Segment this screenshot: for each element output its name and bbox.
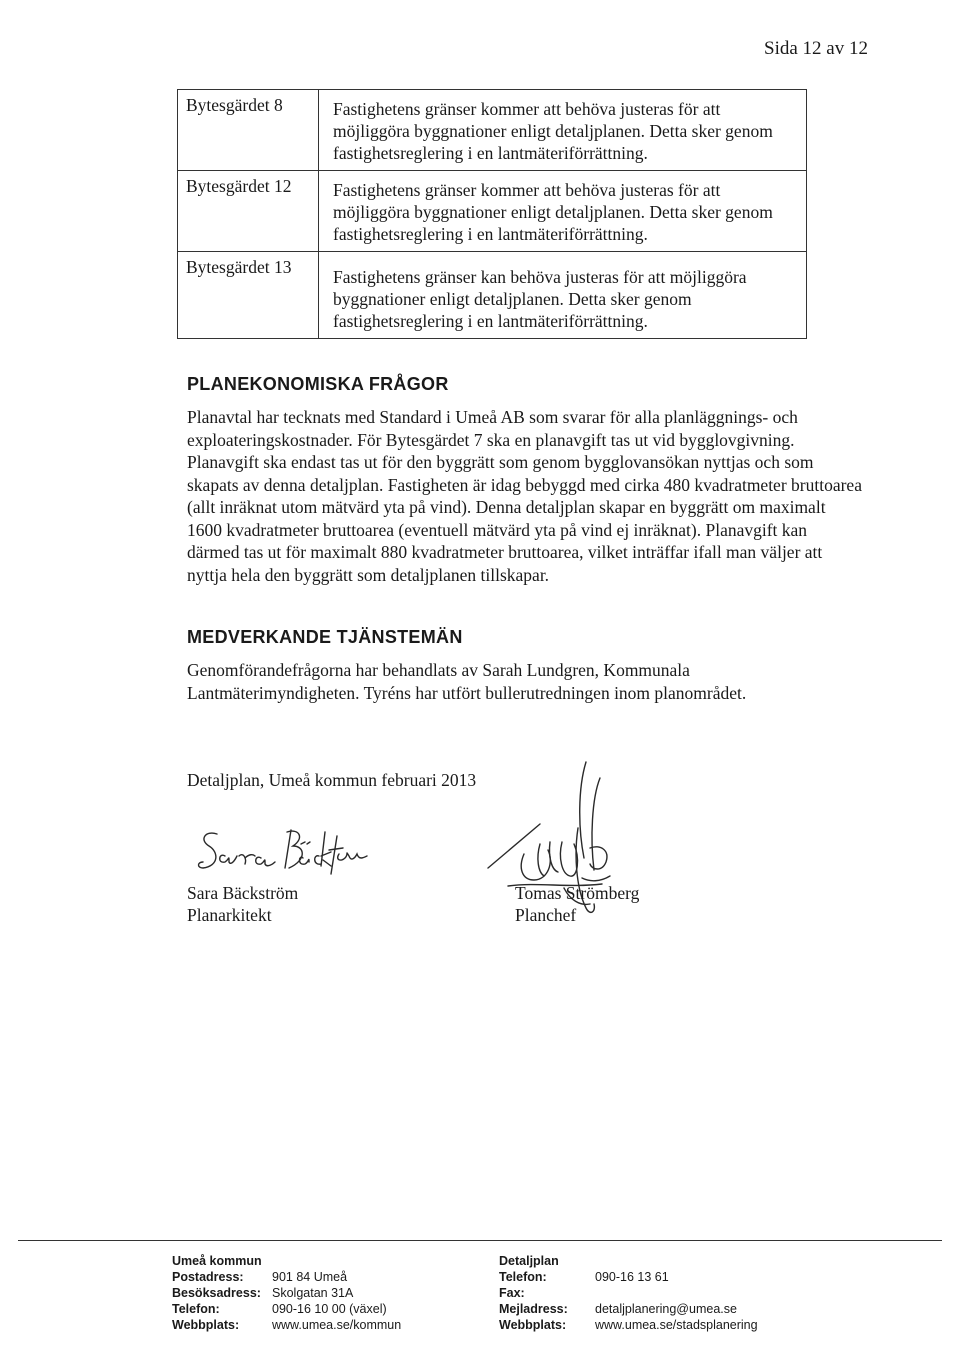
footer-row: Webbplats: www.umea.se/stadsplanering	[499, 1318, 758, 1332]
section-heading-medverkande: MEDVERKANDE TJÄNSTEMÄN	[187, 627, 463, 647]
footer-row: Fax:	[499, 1286, 525, 1300]
footer-divider	[18, 1240, 942, 1241]
parcel-description: Fastighetens gränser kan behöva justeras för att möjliggöra byggnationer enligt detaljplanen. Detta sker genom fastighetsreglering i en lantmäteriförrättning.	[333, 267, 747, 331]
parcel-table	[177, 89, 807, 339]
signer-name: Sara Bäckström	[187, 883, 299, 903]
page-number: Sida 12 av 12	[764, 38, 868, 59]
signature-block-right	[515, 882, 639, 926]
footer-row: Telefon: 090-16 10 00 (växel)	[172, 1302, 387, 1316]
footer-department	[499, 1253, 758, 1333]
parcel-name: Bytesgärdet 13	[178, 252, 319, 339]
signature-sara-backstrom	[195, 822, 375, 882]
footer-row: Telefon: 090-16 13 61	[499, 1270, 669, 1284]
signer-title: Planarkitekt	[187, 905, 272, 925]
medverkande-paragraph: Genomförandefrågorna har behandlats av Sarah Lundgren, Kommunala Lantmäterimyndigheten. Tyréns har utfört bullerutredningen inom planområdet.	[187, 660, 747, 703]
place-date-line: Detaljplan, Umeå kommun februari 2013	[187, 770, 477, 790]
table-row	[178, 252, 807, 339]
footer-row: Postadress: 901 84 Umeå	[172, 1270, 348, 1284]
parcel-description: Fastighetens gränser kommer att behöva justeras för att möjliggöra byggnationer enligt detaljplanen. Detta sker genom fastighetsreglering i en lantmäteriförrättning.	[333, 99, 773, 163]
footer-title: Umeå kommun	[172, 1254, 262, 1268]
parcel-description: Fastighetens gränser kommer att behöva justeras för att möjliggöra byggnationer enligt detaljplanen. Detta sker genom fastighetsreglering i en lantmäteriförrättning.	[333, 180, 773, 244]
footer-row: Webbplats: www.umea.se/kommun	[172, 1318, 402, 1332]
table-row	[178, 171, 807, 252]
footer-title: Detaljplan	[499, 1254, 559, 1268]
planekonomiska-paragraph: Planavtal har tecknats med Standard i Umeå AB som svarar för alla planläggnings- och exploateringskostnader. För Bytesgärdet 7 ska en planavgift tas ut vid bygglovgivning. Planavgift ska endast tas ut för den byggrätt som genom bygglovansökan nyttjas och som skapats av denna detaljplan. Fastigheten är idag bebyggd med cirka 480 kvadratmeter bruttoarea (allt inräknat utom mätvärd yta på vind). Denna detaljplan skapar en byggrätt om maximalt 1600 kvadratmeter bruttoarea (eventuell mätvärd yta på vind ej inräknat). Planavgift kan därmed tas ut för maximalt 880 kvadratmeter bruttoarea, vilket inträffar ifall man väljer att nyttja hela den byggrätt som detaljplanen tillskapar.	[187, 407, 862, 585]
parcel-name: Bytesgärdet 8	[178, 90, 319, 171]
footer-municipality	[172, 1253, 401, 1333]
signer-name: Tomas Strömberg	[515, 883, 640, 903]
section-heading-planekonomiska: PLANEKONOMISKA FRÅGOR	[187, 374, 449, 394]
signature-block-left	[187, 882, 298, 926]
parcel-name: Bytesgärdet 12	[178, 171, 319, 252]
footer-row: Mejladress: detaljplanering@umea.se	[499, 1302, 737, 1316]
footer-row: Besöksadress: Skolgatan 31A	[172, 1286, 354, 1300]
signer-title: Planchef	[515, 905, 577, 925]
table-row	[178, 90, 807, 171]
